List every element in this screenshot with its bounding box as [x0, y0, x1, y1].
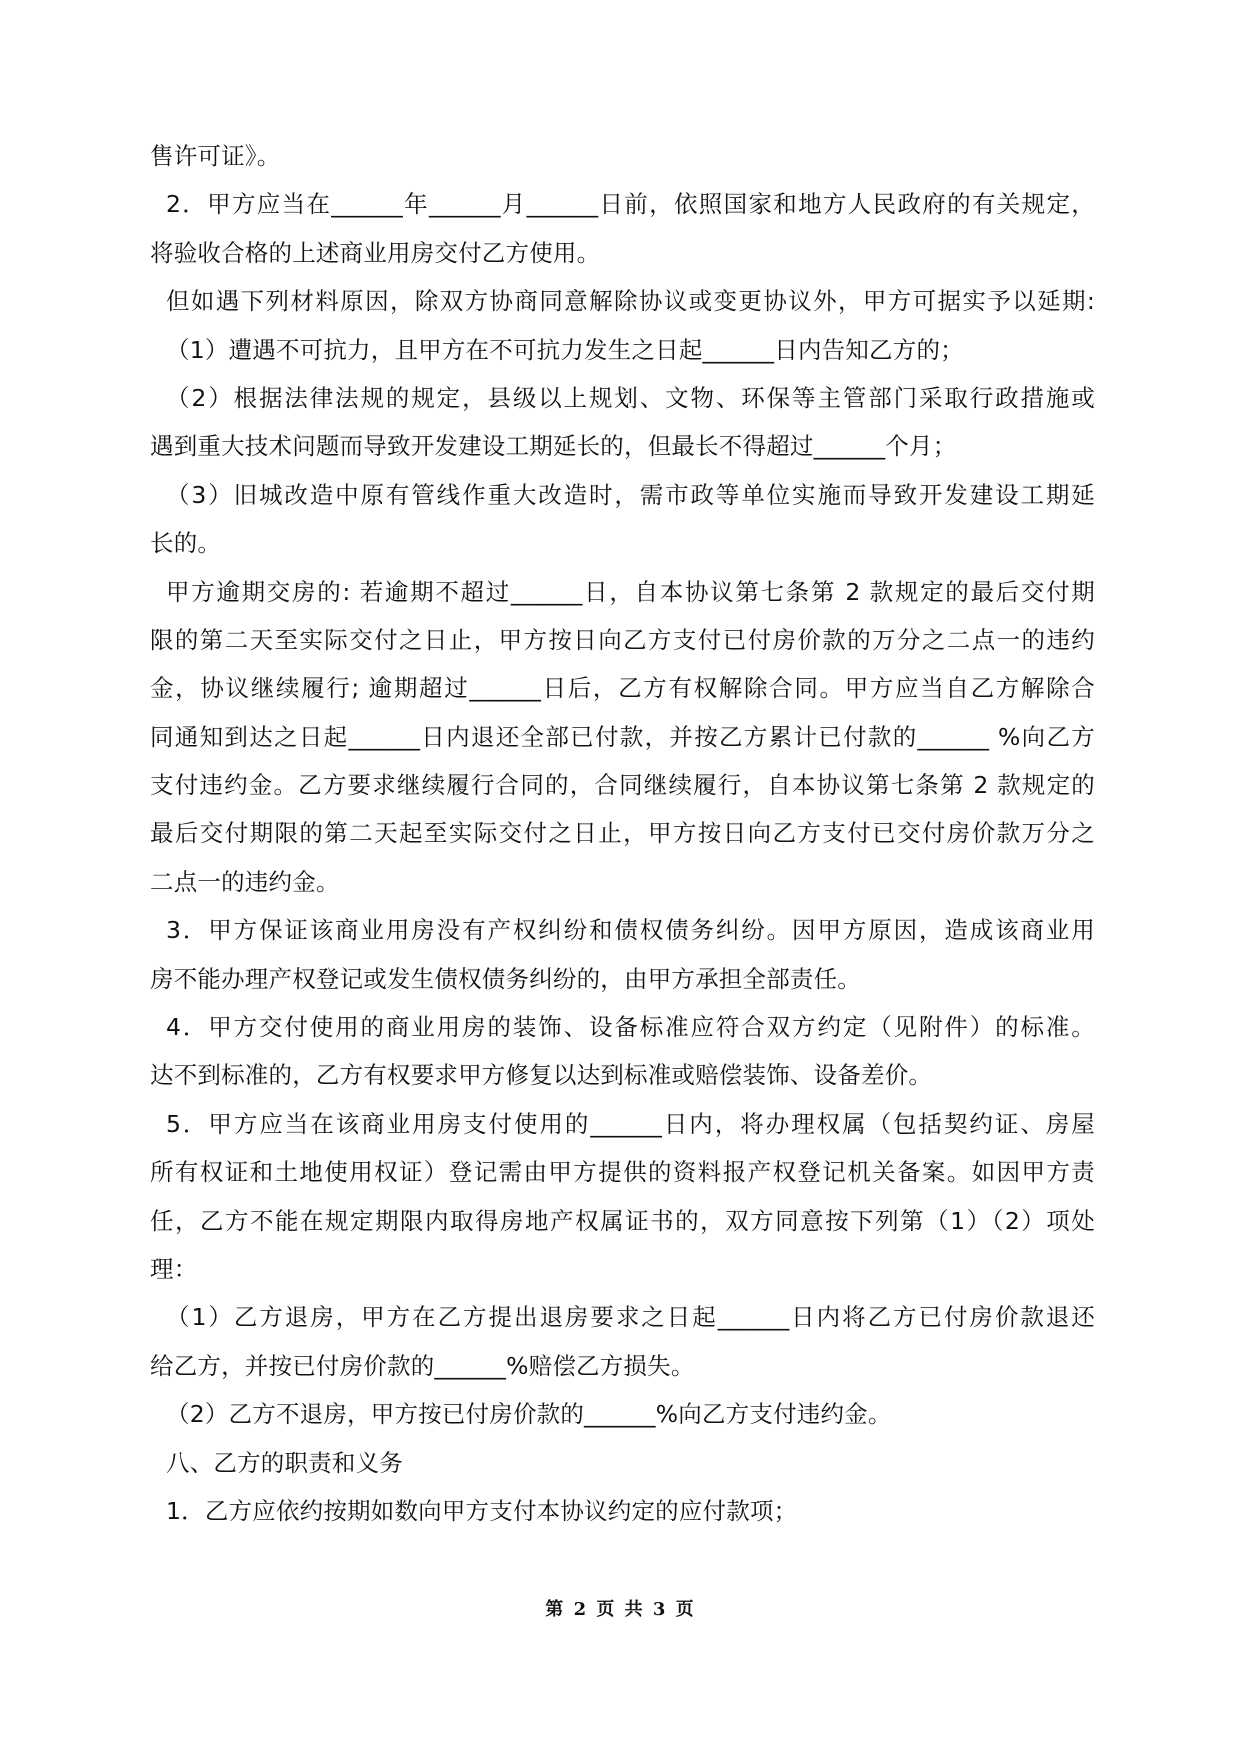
- text-line: 房不能办理产权登记或发生债权债务纠纷的，由甲方承担全部责任。: [150, 964, 861, 993]
- text-line: 但如遇下列材料原因，除双方协商同意解除协议或变更协议外，甲方可据实予以延期:: [166, 287, 1095, 316]
- text-line: 4．甲方交付使用的商业用房的装饰、设备标准应符合双方约定（见附件）的标准。: [166, 1013, 1095, 1042]
- text-line: 所有权证和土地使用权证）登记需由甲方提供的资料报产权登记机关备案。如因甲方责: [150, 1158, 1095, 1187]
- text-line: 3．甲方保证该商业用房没有产权纠纷和债权债务纠纷。因甲方原因，造成该商业用: [166, 916, 1095, 945]
- text-line: （1）乙方退房，甲方在乙方提出退房要求之日起______日内将乙方已付房价款退还: [166, 1303, 1095, 1332]
- text-line: 甲方逾期交房的: 若逾期不超过______日，自本协议第七条第 2 款规定的最后交付期: [166, 577, 1095, 606]
- text-line: 售许可证》。: [150, 142, 281, 170]
- text-line: 2．甲方应当在______年______月______日前，依照国家和地方人民政府的有关规定，: [166, 190, 1095, 219]
- text-line: （3）旧城改造中原有管线作重大改造时，需市政等单位实施而导致开发建设工期延: [166, 480, 1095, 509]
- text-line: （2）乙方不退房，甲方按已付房价款的______%向乙方支付违约金。: [166, 1400, 892, 1429]
- text-line: （1）遭遇不可抗力，且甲方在不可抗力发生之日起______日内告知乙方的；: [166, 335, 964, 364]
- text-line: 遇到重大技术问题而导致开发建设工期延长的，但最长不得超过______个月；: [150, 432, 957, 461]
- text-line: 金，协议继续履行; 逾期超过______日后，乙方有权解除合同。甲方应当自乙方解除合: [150, 674, 1095, 703]
- section-heading: 八、乙方的职责和义务: [166, 1448, 403, 1477]
- text-line: 给乙方，并按已付房价款的______%赔偿乙方损失。: [150, 1351, 695, 1380]
- text-line: 限的第二天至实际交付之日止，甲方按日向乙方支付已付房价款的万分之二点一的违约: [150, 625, 1095, 654]
- text-line: 二点一的违约金。: [150, 867, 340, 896]
- text-line: 最后交付期限的第二天起至实际交付之日止，甲方按日向乙方支付已交付房价款万分之: [150, 819, 1095, 848]
- text-line: 1．乙方应依约按期如数向甲方支付本协议约定的应付款项；: [166, 1496, 798, 1525]
- text-line: 达不到标准的，乙方有权要求甲方修复以达到标准或赔偿装饰、设备差价。: [150, 1061, 933, 1090]
- text-line: 长的。: [150, 529, 222, 558]
- page-number: 第 2 页 共 3 页: [545, 1599, 696, 1620]
- document-body: [150, 132, 1095, 1535]
- text-line: 支付违约金。乙方要求继续履行合同的，合同继续履行，自本协议第七条第 2 款规定的: [150, 771, 1095, 800]
- text-line: 将验收合格的上述商业用房交付乙方使用。: [150, 238, 601, 267]
- text-line: 5．甲方应当在该商业用房支付使用的______日内，将办理权属（包括契约证、房屋: [166, 1109, 1095, 1138]
- text-line: 同通知到达之日起______日内退还全部已付款，并按乙方累计已付款的______ %向乙方: [150, 722, 1095, 751]
- text-line: 理：: [150, 1254, 198, 1283]
- text-line: 任，乙方不能在规定期限内取得房地产权属证书的，双方同意按下列第（1）（2）项处: [150, 1206, 1095, 1235]
- text-line: （2）根据法律法规的规定，县级以上规划、文物、环保等主管部门采取行政措施或: [166, 383, 1095, 412]
